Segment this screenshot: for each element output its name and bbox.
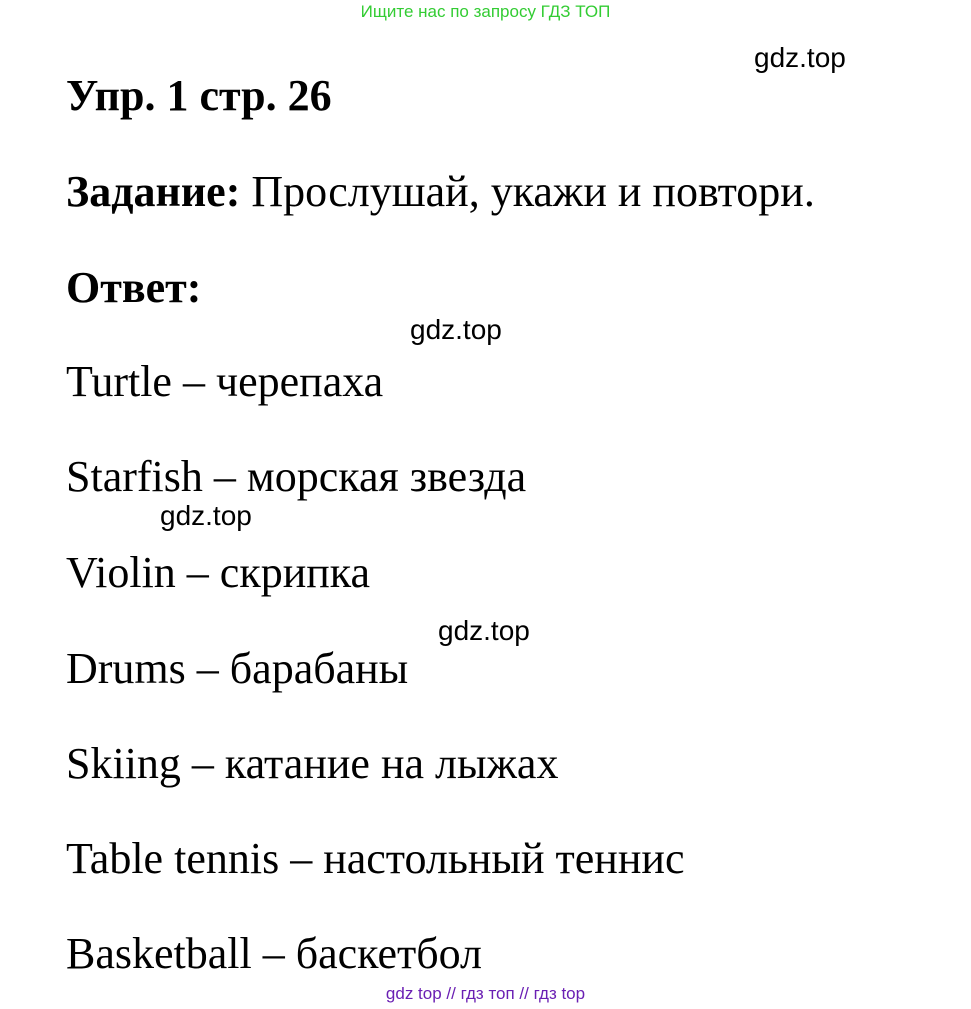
answer-entry: Starfish – морская звезда [66, 452, 527, 501]
answer-entry: Violin – скрипка [66, 548, 371, 597]
task-line [66, 166, 815, 217]
task-text: Прослушай, укажи и повтори. [251, 167, 815, 216]
exercise-heading: Упр. 1 стр. 26 [66, 71, 332, 120]
watermark: gdz.top [754, 42, 846, 73]
task-label: Задание: [66, 167, 241, 216]
watermark: gdz.top [410, 314, 502, 345]
answer-label: Ответ: [66, 263, 202, 312]
answer-entry: Skiing – катание на лыжах [66, 739, 559, 788]
answer-entry: Table tennis – настольный теннис [66, 834, 685, 883]
answer-entry: Turtle – черепаха [66, 357, 384, 406]
watermark: gdz.top [438, 615, 530, 646]
watermark: gdz.top [160, 500, 252, 531]
search-banner: Ищите нас по запросу ГДЗ ТОП [360, 2, 611, 21]
answer-entry: Basketball – баскетбол [66, 929, 482, 978]
footer-watermark: gdz top // гдз топ // гдз top [385, 984, 586, 1003]
answer-entry: Drums – барабаны [66, 644, 409, 693]
